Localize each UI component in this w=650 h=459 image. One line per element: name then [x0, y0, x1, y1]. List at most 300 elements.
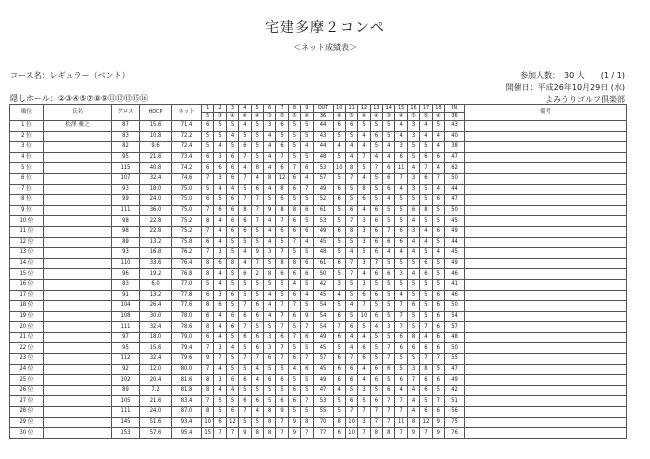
in-total-cell: 45 [445, 216, 465, 227]
hole-score-cell: 6 [333, 184, 345, 195]
hole-score-cell: 6 [202, 163, 214, 174]
player-name-cell [44, 269, 112, 280]
hole-score-cell: 6 [358, 354, 370, 365]
net-cell: 78.6 [172, 322, 202, 333]
in-total-cell: 56 [445, 407, 465, 418]
hole-score-cell: 4 [214, 216, 226, 227]
hole-score-cell: 6 [226, 216, 238, 227]
hole-score-cell: 7 [345, 173, 357, 184]
hole-score-cell: 4 [263, 226, 275, 237]
hole-score-cell: 6 [251, 332, 263, 343]
hole-score-cell: 5 [407, 152, 419, 163]
hole-score-cell: 7 [395, 311, 407, 322]
rank-cell: 9 位 [10, 205, 44, 216]
hole-score-cell: 5 [263, 364, 275, 375]
hole-score-cell: 6 [420, 269, 432, 280]
hole-score-cell: 6 [370, 396, 382, 407]
hole-score-cell: 5 [383, 290, 395, 301]
hole-score-cell: 4 [251, 173, 263, 184]
hole-score-cell: 4 [263, 152, 275, 163]
hole-score-cell: 6 [432, 226, 444, 237]
hole-number-5: 5 [251, 105, 263, 113]
hole-score-cell: 6 [226, 322, 238, 333]
net-cell: 76.2 [172, 248, 202, 259]
hole-score-cell: 4 [345, 332, 357, 343]
hole-score-cell: 5 [333, 248, 345, 259]
net-cell: 73.4 [172, 152, 202, 163]
gross-cell: 89 [112, 385, 140, 396]
hole-score-cell: 15 [202, 428, 214, 439]
table-row [10, 375, 627, 386]
hole-score-cell: 5 [432, 205, 444, 216]
hole-score-cell: 4 [407, 163, 419, 174]
hole-score-cell: 5 [333, 301, 345, 312]
hdcp-header: HDCP [140, 105, 172, 121]
hole-number-9: 9 [301, 105, 313, 113]
out-total-cell: 70 [313, 417, 333, 428]
hole-number-13: 13 [370, 105, 382, 113]
note-cell [465, 354, 627, 365]
hole-score-cell: 4 [407, 269, 419, 280]
note-cell [465, 364, 627, 375]
hole-score-cell: 6 [301, 332, 313, 343]
hole-score-cell: 7 [288, 301, 300, 312]
hole-score-cell: 5 [345, 195, 357, 206]
player-name-cell [44, 385, 112, 396]
hole-number-18: 18 [432, 105, 444, 113]
hole-score-cell: 5 [288, 152, 300, 163]
hole-score-cell: 5 [214, 121, 226, 132]
hole-score-cell: 4 [226, 343, 238, 354]
hole-score-cell: 6 [288, 385, 300, 396]
gross-cell: 87 [112, 121, 140, 132]
hdcp-cell: 40.8 [140, 163, 172, 174]
table-row [10, 205, 627, 216]
hdcp-cell: 24.0 [140, 407, 172, 418]
hole-score-cell: 8 [202, 375, 214, 386]
hole-score-cell: 7 [358, 152, 370, 163]
hole-score-cell: 4 [263, 184, 275, 195]
hole-score-cell: 4 [358, 364, 370, 375]
hole-score-cell: 12 [226, 417, 238, 428]
hole-score-cell: 5 [251, 290, 263, 301]
hdcp-cell: 7.2 [140, 385, 172, 396]
hole-score-cell: 5 [226, 248, 238, 259]
gross-cell: 89 [112, 237, 140, 248]
hole-score-cell: 6 [239, 396, 251, 407]
hole-score-cell: 4 [251, 407, 263, 418]
par-hole-11: ⑤ [345, 113, 357, 121]
hole-score-cell: 5 [395, 205, 407, 216]
hole-score-cell: 5 [407, 322, 419, 333]
hole-score-cell: 4 [383, 195, 395, 206]
hdcp-cell: 15.6 [140, 121, 172, 132]
hole-score-cell: 10 [358, 311, 370, 322]
hole-score-cell: 7 [345, 269, 357, 280]
hole-score-cell: 5 [226, 354, 238, 365]
rank-cell: 7 位 [10, 184, 44, 195]
hole-score-cell: 5 [226, 121, 238, 132]
hole-score-cell: 4 [358, 173, 370, 184]
hole-score-cell: 3 [407, 121, 419, 132]
net-cell: 71.4 [172, 121, 202, 132]
hole-score-cell: 4 [345, 248, 357, 259]
hole-score-cell: 5 [432, 121, 444, 132]
hole-score-cell: 7 [301, 428, 313, 439]
player-name-cell [44, 290, 112, 301]
note-cell [465, 152, 627, 163]
note-cell [465, 290, 627, 301]
in-total-cell: 46 [445, 269, 465, 280]
hole-score-cell: 3 [407, 226, 419, 237]
page-title: 宅建多摩２コンペ [265, 20, 385, 36]
player-name-cell [44, 226, 112, 237]
gross-cell: 145 [112, 417, 140, 428]
rank-cell: 3 位 [10, 142, 44, 153]
hole-score-cell: 3 [214, 290, 226, 301]
hole-score-cell: 6 [358, 195, 370, 206]
note-cell [465, 343, 627, 354]
hole-score-cell: 6 [333, 428, 345, 439]
rank-cell: 12 位 [10, 237, 44, 248]
hole-score-cell: 5 [288, 121, 300, 132]
hole-score-cell: 5 [226, 142, 238, 153]
table-row [10, 142, 627, 153]
hole-score-cell: 7 [276, 322, 288, 333]
hole-score-cell: 5 [395, 354, 407, 365]
hole-score-cell: 8 [251, 428, 263, 439]
hole-score-cell: 5 [251, 279, 263, 290]
out-total-cell: 43 [313, 131, 333, 142]
hole-score-cell: 5 [345, 184, 357, 195]
hole-score-cell: 7 [202, 248, 214, 259]
hole-score-cell: 5 [214, 195, 226, 206]
gross-cell: 99 [112, 195, 140, 206]
hole-score-cell: 8 [251, 163, 263, 174]
hole-score-cell: 5 [432, 269, 444, 280]
player-name-cell [44, 131, 112, 142]
hole-score-cell: 4 [420, 332, 432, 343]
hole-score-cell: 6 [226, 375, 238, 386]
table-row [10, 163, 627, 174]
hole-score-cell: 6 [288, 184, 300, 195]
rank-cell: 27 位 [10, 396, 44, 407]
hole-score-cell: 5 [333, 205, 345, 216]
hole-score-cell: 6 [276, 121, 288, 132]
table-row [10, 396, 627, 407]
gross-cell: 115 [112, 163, 140, 174]
net-cell: 75.2 [172, 226, 202, 237]
hole-score-cell: 4 [420, 237, 432, 248]
hdcp-cell: 15.6 [140, 343, 172, 354]
hole-score-cell: 5 [383, 375, 395, 386]
net-cell: 76.8 [172, 269, 202, 280]
hole-score-cell: 7 [345, 258, 357, 269]
table-row [10, 258, 627, 269]
hole-score-cell: 5 [288, 407, 300, 418]
hole-score-cell: 5 [383, 131, 395, 142]
hole-score-cell: 4 [214, 311, 226, 322]
hole-number-8: 8 [288, 105, 300, 113]
hole-score-cell: 5 [370, 184, 382, 195]
hole-score-cell: 6 [395, 375, 407, 386]
hole-score-cell: 5 [345, 279, 357, 290]
hole-score-cell: 4 [407, 216, 419, 227]
table-row [10, 195, 627, 206]
hole-score-cell: 7 [202, 396, 214, 407]
hole-score-cell: 5 [395, 195, 407, 206]
hole-score-cell: 6 [301, 226, 313, 237]
hole-score-cell: 6 [214, 205, 226, 216]
in-total-cell: 51 [445, 396, 465, 407]
out-total-cell: 45 [313, 364, 333, 375]
rank-cell: 16 位 [10, 279, 44, 290]
hole-score-cell: 7 [301, 354, 313, 365]
player-name-cell [44, 205, 112, 216]
gross-cell: 96 [112, 269, 140, 280]
hole-score-cell: 4 [251, 364, 263, 375]
hole-score-cell: 4 [214, 226, 226, 237]
hole-score-cell: 8 [301, 417, 313, 428]
note-cell [465, 195, 627, 206]
in-total-cell: 41 [445, 279, 465, 290]
hole-score-cell: 6 [239, 375, 251, 386]
gross-cell: 83 [112, 279, 140, 290]
hole-score-cell: 5 [333, 407, 345, 418]
note-cell [465, 216, 627, 227]
par-hole-7: ⑤ [276, 113, 288, 121]
net-cell: 77.6 [172, 301, 202, 312]
hole-score-cell: 5 [420, 279, 432, 290]
hole-score-cell: 4 [214, 184, 226, 195]
hole-score-cell: 7 [202, 205, 214, 216]
hole-score-cell: 6 [333, 195, 345, 206]
name-header: 氏名 [44, 105, 112, 121]
hole-score-cell: 7 [383, 407, 395, 418]
hole-score-cell: 6 [358, 343, 370, 354]
out-total-cell: 49 [313, 375, 333, 386]
hole-score-cell: 7 [202, 226, 214, 237]
hole-score-cell: 5 [395, 258, 407, 269]
hole-score-cell: 7 [301, 396, 313, 407]
note-cell [465, 332, 627, 343]
page-subtitle: ＜ネット成績表＞ [293, 43, 357, 52]
rank-cell: 28 位 [10, 407, 44, 418]
hole-score-cell: 6 [407, 301, 419, 312]
hole-score-cell: 6 [276, 269, 288, 280]
hole-score-cell: 7 [432, 173, 444, 184]
hole-score-cell: 5 [263, 396, 275, 407]
hole-score-cell: 4 [263, 311, 275, 322]
hole-score-cell: 5 [301, 385, 313, 396]
hole-score-cell: 6 [432, 407, 444, 418]
out-total-cell: 61 [313, 258, 333, 269]
hole-score-cell: 5 [226, 332, 238, 343]
hole-score-cell: 6 [420, 258, 432, 269]
hole-score-cell: 3 [358, 385, 370, 396]
hole-number-1: 1 [202, 105, 214, 113]
hole-score-cell: 8 [202, 322, 214, 333]
hole-score-cell: 8 [226, 258, 238, 269]
out-total-cell: 57 [313, 354, 333, 365]
hole-score-cell: 6 [276, 396, 288, 407]
hole-score-cell: 3 [214, 375, 226, 386]
event-date: 開催日：平成26年10月29日 (水) [505, 83, 625, 92]
note-cell [465, 173, 627, 184]
in-total-cell: 50 [445, 301, 465, 312]
note-cell [465, 428, 627, 439]
hole-score-cell: 10 [345, 417, 357, 428]
in-total-cell: 40 [445, 131, 465, 142]
hole-score-cell: 12 [420, 417, 432, 428]
hole-score-cell: 7 [214, 354, 226, 365]
rank-cell: 18 位 [10, 301, 44, 312]
hole-score-cell: 5 [301, 216, 313, 227]
rank-cell: 25 位 [10, 375, 44, 386]
hole-score-cell: 5 [226, 364, 238, 375]
hole-score-cell: 5 [407, 195, 419, 206]
hole-score-cell: 5 [420, 195, 432, 206]
hole-score-cell: 6 [370, 205, 382, 216]
hole-score-cell: 6 [333, 311, 345, 322]
hdcp-cell: 18.0 [140, 184, 172, 195]
hole-score-cell: 8 [420, 364, 432, 375]
hole-score-cell: 7 [251, 258, 263, 269]
hole-score-cell: 5 [383, 311, 395, 322]
net-cell: 80.0 [172, 364, 202, 375]
gross-cell: 153 [112, 428, 140, 439]
hole-score-cell: 4 [383, 248, 395, 259]
par-hole-16: ⑤ [407, 113, 419, 121]
hole-score-cell: 4 [263, 237, 275, 248]
hole-score-cell: 6 [276, 375, 288, 386]
hole-score-cell: 7 [301, 322, 313, 333]
hdcp-cell: 9.6 [140, 142, 172, 153]
hole-score-cell: 8 [276, 258, 288, 269]
hole-score-cell: 5 [251, 121, 263, 132]
gross-cell: 98 [112, 216, 140, 227]
hole-score-cell: 5 [370, 121, 382, 132]
hole-score-cell: 4 [432, 184, 444, 195]
table-row [10, 332, 627, 343]
hole-score-cell: 5 [214, 407, 226, 418]
hole-number-10: 10 [333, 105, 345, 113]
hole-score-cell: 3 [395, 269, 407, 280]
hole-score-cell: 9 [288, 428, 300, 439]
par-hole-10: ④ [333, 113, 345, 121]
hole-score-cell: 6 [383, 385, 395, 396]
results-table [9, 104, 627, 439]
gross-cell: 102 [112, 375, 140, 386]
hole-score-cell: 3 [263, 248, 275, 259]
hole-score-cell: 4 [420, 226, 432, 237]
hole-score-cell: 4 [226, 385, 238, 396]
hole-score-cell: 5 [214, 396, 226, 407]
in-total-cell: 50 [445, 205, 465, 216]
hole-score-cell: 7 [202, 343, 214, 354]
hdcp-cell: 13.2 [140, 237, 172, 248]
hole-score-cell: 7 [239, 173, 251, 184]
hole-score-cell: 5 [420, 248, 432, 259]
hole-score-cell: 4 [226, 184, 238, 195]
in-total-cell: 62 [445, 163, 465, 174]
hole-score-cell: 6 [345, 375, 357, 386]
table-row [10, 226, 627, 237]
hdcp-cell: 57.6 [140, 428, 172, 439]
hole-score-cell: 5 [358, 248, 370, 259]
hole-score-cell: 4 [420, 131, 432, 142]
player-name-cell [44, 354, 112, 365]
gross-cell: 108 [112, 311, 140, 322]
hole-score-cell: 5 [239, 279, 251, 290]
hole-score-cell: 6 [395, 152, 407, 163]
in-total-cell: 47 [445, 195, 465, 206]
hole-score-cell: 5 [226, 269, 238, 280]
hole-score-cell: 6 [420, 375, 432, 386]
hole-score-cell: 5 [276, 237, 288, 248]
net-cell: 78.0 [172, 311, 202, 322]
note-cell [465, 269, 627, 280]
in-par-total: 36 [445, 113, 465, 121]
net-cell: 77.8 [172, 290, 202, 301]
hole-score-cell: 5 [420, 301, 432, 312]
player-name-cell [44, 237, 112, 248]
net-cell: 76.4 [172, 258, 202, 269]
rank-cell: 13 位 [10, 248, 44, 259]
out-total-cell: 49 [313, 226, 333, 237]
hole-score-cell: 6 [202, 237, 214, 248]
hole-score-cell: 6 [226, 311, 238, 322]
hole-score-cell: 6 [420, 407, 432, 418]
hole-score-cell: 3 [214, 343, 226, 354]
gross-cell: 107 [112, 173, 140, 184]
gross-cell: 95 [112, 343, 140, 354]
hole-score-cell: 6 [288, 311, 300, 322]
table-row [10, 248, 627, 259]
hole-score-cell: 4 [407, 237, 419, 248]
hole-score-cell: 8 [333, 417, 345, 428]
hole-score-cell: 4 [333, 385, 345, 396]
hole-score-cell: 6 [383, 237, 395, 248]
rank-cell: 10 位 [10, 216, 44, 227]
table-row [10, 152, 627, 163]
hole-score-cell: 5 [202, 279, 214, 290]
out-total-cell: 48 [313, 248, 333, 259]
hole-score-cell: 7 [395, 428, 407, 439]
player-name-cell [44, 279, 112, 290]
hole-score-cell: 6 [276, 195, 288, 206]
hole-score-cell: 4 [239, 163, 251, 174]
hole-score-cell: 4 [407, 396, 419, 407]
course-name: コース名：レギュラー（ベント） [10, 71, 130, 80]
hole-score-cell: 4 [288, 364, 300, 375]
hole-score-cell: 9 [251, 248, 263, 259]
gross-cell: 93 [112, 184, 140, 195]
hole-score-cell: 5 [358, 121, 370, 132]
hole-score-cell: 8 [202, 216, 214, 227]
hole-score-cell: 4 [358, 205, 370, 216]
hole-score-cell: 6 [333, 226, 345, 237]
in-total-cell: 44 [445, 184, 465, 195]
hole-score-cell: 5 [370, 385, 382, 396]
table-row [10, 428, 627, 439]
hole-score-cell: 6 [301, 269, 313, 280]
hole-score-cell: 6 [226, 205, 238, 216]
hole-score-cell: 8 [263, 173, 275, 184]
hole-score-cell: 6 [333, 364, 345, 375]
hole-score-cell: 7 [383, 417, 395, 428]
hole-score-cell: 5 [239, 237, 251, 248]
